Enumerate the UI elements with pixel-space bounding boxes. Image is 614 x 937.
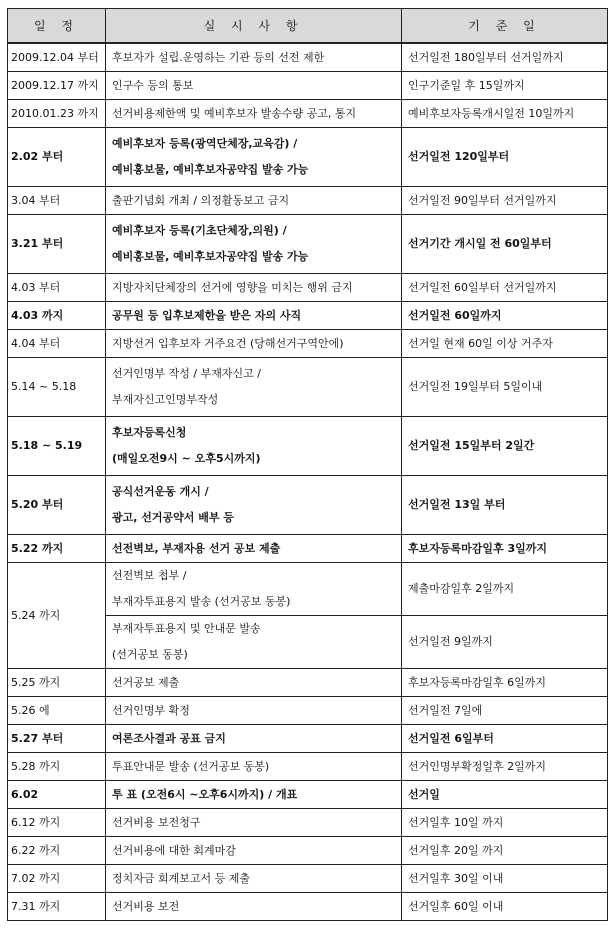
table-row: [8, 417, 608, 476]
basis-cell: 선거일전 13일 부터: [402, 476, 608, 535]
header-row: [8, 9, 608, 44]
date-cell: 3.21 부터: [8, 215, 106, 274]
date-cell: 3.04 부터: [8, 187, 106, 215]
item-cell: 공무원 등 입후보제한을 받은 자의 사직: [106, 302, 402, 330]
item-cell: [106, 417, 402, 476]
item-cell: 정치자금 회계보고서 등 제출: [106, 865, 402, 893]
date-cell: 4.04 부터: [8, 330, 106, 358]
basis-cell: 선거기간 개시일 전 60일부터: [402, 215, 608, 274]
basis-cell: 후보자등록마감일후 3일까지: [402, 535, 608, 563]
item-cell: 선거비용 보전청구: [106, 809, 402, 837]
item-line: (선거공보 동봉): [112, 648, 188, 661]
item-line: 선거인명부 작성 / 부재자신고 /: [112, 367, 261, 380]
basis-cell: 선거일후 60일 이내: [402, 893, 608, 921]
item-cell: [106, 616, 402, 669]
item-cell: 출판기념회 개최 / 의정활동보고 금지: [106, 187, 402, 215]
basis-cell: 선거일전 90일부터 선거일까지: [402, 187, 608, 215]
item-cell: 선전벽보, 부재자용 선거 공보 제출: [106, 535, 402, 563]
basis-cell: 선거일전 9일까지: [402, 616, 608, 669]
date-cell: 4.03 까지: [8, 302, 106, 330]
basis-cell: 선거일 현재 60일 이상 거주자: [402, 330, 608, 358]
table-row: [8, 669, 608, 697]
item-cell: 선거비용에 대한 회계마감: [106, 837, 402, 865]
date-cell: 6.12 까지: [8, 809, 106, 837]
date-cell: 6.22 까지: [8, 837, 106, 865]
item-cell: 선거비용제한액 및 예비후보자 발송수량 공고, 통지: [106, 100, 402, 128]
item-cell: [106, 215, 402, 274]
item-cell: 선거공보 제출: [106, 669, 402, 697]
election-schedule-table: [7, 8, 608, 921]
basis-cell: 선거일후 20일 까지: [402, 837, 608, 865]
table-row: [8, 476, 608, 535]
table-row: [8, 781, 608, 809]
item-line: 예비홍보물, 예비후보자공약집 발송 가능: [112, 250, 309, 263]
basis-cell: 선거일전 180일부터 선거일까지: [402, 43, 608, 72]
date-cell: 4.03 부터: [8, 274, 106, 302]
item-cell: 선거비용 보전: [106, 893, 402, 921]
table-row: [8, 697, 608, 725]
basis-cell: 선거일전 60일부터 선거일까지: [402, 274, 608, 302]
date-cell: 5.18 ~ 5.19: [8, 417, 106, 476]
date-cell: 6.02: [8, 781, 106, 809]
item-cell: [106, 358, 402, 417]
item-line: 선전벽보 첩부 /: [112, 569, 187, 582]
item-cell: 지방선거 입후보자 거주요건 (당해선거구역안에): [106, 330, 402, 358]
basis-cell: 선거일전 7일에: [402, 697, 608, 725]
date-cell: 2010.01.23 까지: [8, 100, 106, 128]
header-item: 실 시 사 항: [106, 9, 402, 44]
table-row: [8, 302, 608, 330]
item-cell: 투 표 (오전6시 ~오후6시까지) / 개표: [106, 781, 402, 809]
table-row: [8, 358, 608, 417]
item-line: 부재자투표용지 발송 (선거공보 동봉): [112, 595, 291, 608]
date-cell: 2.02 부터: [8, 128, 106, 187]
date-cell: 2009.12.17 까지: [8, 72, 106, 100]
basis-cell: 선거일후 10일 까지: [402, 809, 608, 837]
item-line: 광고, 선거공약서 배부 등: [112, 511, 234, 524]
basis-cell: 제출마감일후 2일까지: [402, 563, 608, 616]
basis-cell: 선거일전 15일부터 2일간: [402, 417, 608, 476]
item-cell: 여론조사결과 공표 금지: [106, 725, 402, 753]
item-cell: [106, 476, 402, 535]
item-cell: [106, 563, 402, 616]
date-cell: 5.25 까지: [8, 669, 106, 697]
basis-cell: 선거일전 6일부터: [402, 725, 608, 753]
table-row: [8, 837, 608, 865]
date-cell: 5.20 부터: [8, 476, 106, 535]
table-row: [8, 753, 608, 781]
item-cell: [106, 128, 402, 187]
item-line: (매일오전9시 ~ 오후5시까지): [112, 452, 261, 465]
table-row: [8, 43, 608, 72]
table-row: [8, 330, 608, 358]
item-line: 부재자투표용지 및 안내문 발송: [112, 622, 261, 635]
basis-cell: 선거일후 30일 이내: [402, 865, 608, 893]
table-row: [8, 72, 608, 100]
table-row: [8, 274, 608, 302]
item-cell: 투표안내문 발송 (선거공보 동봉): [106, 753, 402, 781]
header-date: 일 정: [8, 9, 106, 44]
item-line: 예비후보자 등록(기초단체장,의원) /: [112, 224, 287, 237]
date-cell: 5.22 까지: [8, 535, 106, 563]
table-row: [8, 893, 608, 921]
date-cell: 7.02 까지: [8, 865, 106, 893]
table-row: [8, 563, 608, 616]
item-cell: 지방자치단체장의 선거에 영향을 미치는 행위 금지: [106, 274, 402, 302]
date-cell: 5.27 부터: [8, 725, 106, 753]
date-cell: 5.26 에: [8, 697, 106, 725]
table-row: [8, 187, 608, 215]
basis-cell: 선거인명부확정일후 2일까지: [402, 753, 608, 781]
item-line: 후보자등록신청: [112, 426, 187, 439]
basis-cell: 선거일전 60일까지: [402, 302, 608, 330]
date-cell: 5.28 까지: [8, 753, 106, 781]
date-cell: 7.31 까지: [8, 893, 106, 921]
basis-cell: 선거일전 19일부터 5일이내: [402, 358, 608, 417]
item-line: 예비홍보물, 예비후보자공약집 발송 가능: [112, 163, 309, 176]
basis-cell: 선거일전 120일부터: [402, 128, 608, 187]
table-row: [8, 100, 608, 128]
table-row: [8, 535, 608, 563]
basis-cell: 예비후보자등록개시일전 10일까지: [402, 100, 608, 128]
item-line: 공식선거운동 개시 /: [112, 485, 209, 498]
basis-cell: 선거일: [402, 781, 608, 809]
item-cell: 인구수 등의 통보: [106, 72, 402, 100]
item-cell: 선거인명부 확정: [106, 697, 402, 725]
table-row: [8, 215, 608, 274]
table-row: [8, 725, 608, 753]
item-line: 부재자신고인명부작성: [112, 393, 219, 406]
basis-cell: 인구기준일 후 15일까지: [402, 72, 608, 100]
table-row: [8, 809, 608, 837]
header-basis: 기 준 일: [402, 9, 608, 44]
item-line: 예비후보자 등록(광역단체장,교육감) /: [112, 137, 298, 150]
table-row: [8, 128, 608, 187]
basis-cell: 후보자등록마감일후 6일까지: [402, 669, 608, 697]
table-row: [8, 865, 608, 893]
item-cell: 후보자가 설립.운영하는 기관 등의 선전 제한: [106, 43, 402, 72]
date-cell: 5.24 까지: [8, 563, 106, 669]
date-cell: 2009.12.04 부터: [8, 43, 106, 72]
date-cell: 5.14 ~ 5.18: [8, 358, 106, 417]
